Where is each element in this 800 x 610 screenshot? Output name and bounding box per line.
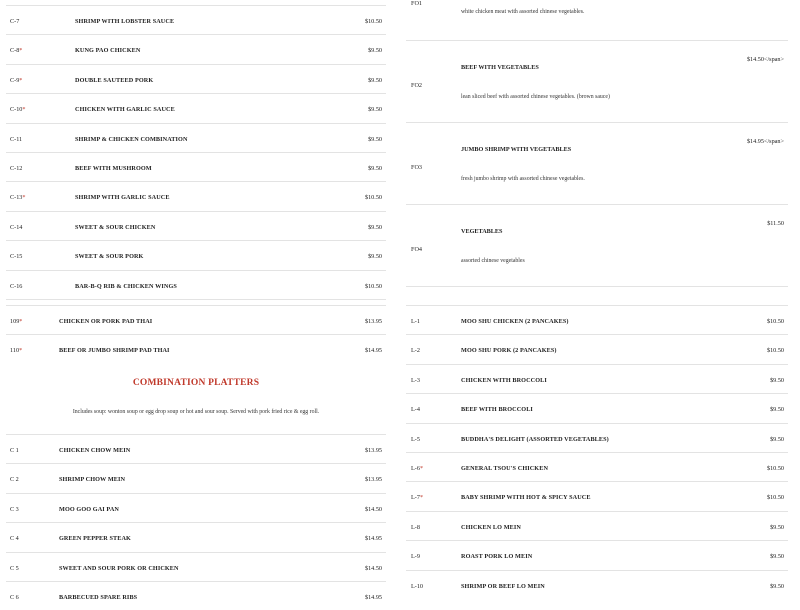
item-code-text: 109 — [10, 318, 20, 325]
item-name: BEEF WITH VEGETABLES — [461, 64, 539, 71]
menu-item-row[interactable] — [406, 423, 788, 452]
item-name: CHICKEN OR PORK PAD THAI — [59, 318, 153, 325]
item-price: $9.50 — [368, 76, 382, 84]
family-item-row[interactable] — [406, 40, 788, 122]
item-name: SHRIMP & CHICKEN COMBINATION — [75, 135, 188, 143]
item-name: MOO SHU CHICKEN (2 PANCAKES) — [461, 318, 569, 325]
item-name: MOO GOO GAI PAN — [59, 505, 119, 513]
item-code — [10, 347, 22, 354]
menu-item-row[interactable] — [6, 181, 386, 210]
item-price: $9.50 — [770, 406, 784, 414]
item-name: BUDDHA'S DELIGHT (ASSORTED VEGETABLES) — [461, 435, 609, 443]
item-code-text: C-12 — [10, 164, 23, 172]
item-price: $10.50 — [364, 194, 382, 202]
item-price: $13.95 — [364, 318, 382, 325]
item-price: $14.50</span> — [746, 56, 784, 63]
menu-item-row[interactable] — [6, 305, 386, 334]
item-code-text: C 2 — [10, 476, 19, 484]
item-description: assorted chinese vegetables — [461, 258, 525, 264]
item-code — [411, 583, 423, 590]
item-price: $9.50 — [368, 135, 382, 143]
menu-table-chef — [6, 5, 386, 300]
item-code — [10, 194, 25, 201]
item-code — [411, 406, 420, 413]
item-price: $10.50 — [766, 464, 784, 472]
menu-item-row[interactable] — [6, 240, 386, 269]
menu-item-row[interactable] — [6, 123, 386, 152]
menu-item-row[interactable] — [6, 463, 386, 492]
item-price: $13.95 — [364, 447, 382, 454]
item-code — [10, 136, 22, 143]
item-name: DOUBLE SAUTEED PORK — [75, 76, 154, 84]
menu-item-row[interactable] — [406, 452, 788, 481]
item-price: $9.50 — [770, 582, 784, 590]
item-code — [10, 18, 19, 25]
item-code — [10, 47, 22, 54]
menu-item-row[interactable] — [6, 334, 386, 363]
item-name: JUMBO SHRIMP WITH VEGETABLES — [461, 146, 572, 153]
item-code — [411, 524, 420, 531]
item-name: BABY SHRIMP WITH HOT & SPICY SAUCE — [461, 494, 591, 502]
spicy-marker: * — [22, 106, 26, 114]
menu-item-row[interactable] — [406, 481, 788, 510]
item-price: $13.95 — [364, 476, 382, 484]
item-name: KUNG PAO CHICKEN — [75, 47, 141, 55]
menu-item-row[interactable] — [6, 5, 386, 34]
item-code-text: L-3 — [411, 376, 420, 384]
item-name: SWEET AND SOUR PORK OR CHICKEN — [59, 564, 179, 572]
menu-item-row[interactable] — [406, 334, 788, 363]
menu-item-row[interactable] — [6, 552, 386, 581]
item-price: $11.50 — [767, 220, 784, 227]
item-name: CHICKEN CHOW MEIN — [59, 447, 131, 454]
item-code-text: C 1 — [10, 447, 19, 454]
item-code-text: C 3 — [10, 505, 19, 513]
item-price: $9.50 — [770, 376, 784, 384]
item-code-text: C 6 — [10, 593, 19, 601]
item-name: CHICKEN WITH BROCCOLI — [461, 376, 547, 384]
menu-item-row[interactable] — [406, 570, 788, 599]
item-code — [10, 565, 19, 572]
menu-table-family — [406, 0, 788, 287]
item-name: BARBECUED SPARE RIBS — [59, 593, 138, 601]
item-code — [411, 553, 420, 560]
item-name: MOO SHU PORK (2 PANCAKES) — [461, 347, 557, 355]
item-name: CHICKEN LO MEIN — [461, 523, 521, 531]
item-name: VEGETABLES — [461, 228, 503, 235]
item-name: SHRIMP CHOW MEIN — [59, 476, 126, 484]
item-price: $9.50 — [770, 523, 784, 531]
item-price: $9.50 — [368, 106, 382, 114]
spicy-marker: * — [19, 347, 23, 355]
item-code-text: L-6 — [411, 464, 420, 472]
item-code-text: C-16 — [10, 282, 23, 290]
item-price: $9.50 — [368, 223, 382, 231]
item-code: FO2 — [411, 82, 423, 89]
item-code-text: C-13 — [10, 194, 23, 202]
item-price: $10.50 — [364, 282, 382, 290]
item-code-text: C-8 — [10, 47, 20, 55]
item-name: SHRIMP WITH GARLIC SAUCE — [75, 194, 170, 202]
item-price: $14.50 — [364, 505, 382, 513]
item-price: $14.95 — [364, 593, 382, 601]
item-name: ROAST PORK LO MEIN — [461, 553, 533, 561]
spicy-marker: * — [19, 47, 23, 55]
menu-item-row[interactable] — [6, 93, 386, 122]
item-price: $9.50 — [368, 47, 382, 55]
item-code-text: C-7 — [10, 18, 20, 25]
spicy-marker: * — [419, 494, 424, 502]
menu-table-lunch — [406, 305, 788, 599]
item-code — [10, 253, 22, 260]
item-code-text: C 5 — [10, 564, 19, 572]
item-code — [10, 224, 22, 231]
item-code-text: L-4 — [411, 406, 420, 414]
item-code-text: C-11 — [10, 135, 23, 143]
menu-item-row[interactable] — [6, 270, 386, 300]
item-name: GENERAL TSOU'S CHICKEN — [461, 464, 549, 472]
menu-item-row[interactable] — [6, 434, 386, 463]
item-name: SWEET & SOUR PORK — [75, 253, 144, 261]
item-price: $14.95 — [364, 535, 382, 543]
item-code — [10, 106, 25, 113]
item-code — [411, 318, 420, 325]
item-price: $14.95</span> — [746, 138, 784, 145]
spicy-marker: * — [22, 194, 26, 202]
spicy-marker: * — [19, 76, 23, 84]
family-item-row[interactable] — [406, 0, 788, 40]
item-code: FO1 — [411, 0, 423, 7]
item-code — [411, 347, 420, 354]
item-code-text: L-9 — [411, 553, 420, 561]
item-code — [10, 506, 19, 513]
item-description: lean sliced beef with assorted chinese vegetables. (brown sauce) — [461, 94, 610, 100]
item-name: CHICKEN WITH GARLIC SAUCE — [75, 106, 175, 114]
item-code-text: L-8 — [411, 523, 420, 531]
menu-item-row[interactable] — [6, 152, 386, 181]
item-name: SHRIMP OR BEEF LO MEIN — [461, 582, 545, 590]
item-code — [10, 318, 22, 325]
item-code — [10, 476, 19, 483]
family-item-row[interactable] — [406, 204, 788, 286]
item-description: fresh jumbo shrimp with assorted chinese vegetables. — [461, 176, 585, 182]
item-code-text: L-7 — [411, 494, 420, 502]
divider — [406, 286, 788, 287]
item-code-text: L-5 — [411, 435, 420, 443]
item-code: FO3 — [411, 164, 423, 171]
spicy-marker: * — [19, 318, 23, 325]
item-code-text: C-10 — [10, 106, 23, 114]
item-name: SWEET & SOUR CHICKEN — [75, 223, 156, 231]
menu-item-row[interactable] — [6, 581, 386, 610]
item-code-text: C-14 — [10, 223, 23, 231]
item-code-text: L-2 — [411, 347, 420, 355]
menu-item-row[interactable] — [6, 34, 386, 63]
item-code-text: L-10 — [411, 582, 424, 590]
item-code — [411, 465, 423, 472]
menu-item-row[interactable] — [406, 305, 788, 334]
item-price: $10.50 — [766, 318, 784, 325]
item-name: BEEF WITH MUSHROOM — [75, 164, 152, 172]
menu-item-row[interactable] — [406, 364, 788, 393]
item-code — [10, 77, 22, 84]
item-code-text: C-9 — [10, 76, 20, 84]
item-code-text: C 4 — [10, 535, 19, 543]
item-code-text: C-15 — [10, 253, 23, 261]
item-name: BAR-B-Q RIB & CHICKEN WINGS — [75, 282, 177, 290]
menu-table-combination — [6, 434, 386, 610]
menu-item-row[interactable] — [406, 393, 788, 422]
item-name: GREEN PEPPER STEAK — [59, 535, 131, 543]
item-code — [411, 494, 423, 501]
item-code — [411, 377, 420, 384]
item-price: $10.50 — [364, 18, 382, 25]
menu-item-row[interactable] — [6, 64, 386, 93]
item-price: $14.50 — [364, 564, 382, 572]
spicy-marker: * — [419, 464, 424, 472]
menu-item-row[interactable] — [6, 493, 386, 522]
item-code: FO4 — [411, 246, 423, 253]
item-name: BEEF OR JUMBO SHRIMP PAD THAI — [59, 347, 170, 355]
item-code-text: 110 — [10, 347, 20, 355]
item-price: $10.50 — [766, 494, 784, 502]
item-price: $9.50 — [368, 253, 382, 261]
item-code — [10, 447, 19, 454]
item-price: $9.50 — [770, 435, 784, 443]
item-code — [10, 165, 22, 172]
item-description: white chicken meat with assorted chinese vegetables. — [461, 9, 585, 15]
item-code-text: L-1 — [411, 318, 420, 325]
item-price: $9.50 — [368, 164, 382, 172]
item-code — [10, 283, 22, 290]
menu-item-row[interactable] — [6, 522, 386, 551]
menu-item-row[interactable] — [406, 540, 788, 569]
item-price: $14.95 — [364, 347, 382, 355]
family-item-row[interactable] — [406, 122, 788, 204]
item-price: $9.50 — [770, 553, 784, 561]
section-description-combination: Includes soup: wonton soup or egg drop soup or hot and sour soup. Served with pork fried rice & egg roll. — [72, 409, 320, 415]
menu-item-row[interactable] — [6, 211, 386, 240]
menu-item-row[interactable] — [406, 511, 788, 540]
item-name: BEEF WITH BROCCOLI — [461, 406, 533, 414]
item-code — [10, 535, 19, 542]
item-code — [411, 436, 420, 443]
menu-table-pad-thai — [6, 305, 386, 364]
section-title-combination: COMBINATION PLATTERS — [132, 378, 260, 388]
item-name: SHRIMP WITH LOBSTER SAUCE — [75, 18, 175, 25]
item-price: $10.50 — [766, 347, 784, 355]
